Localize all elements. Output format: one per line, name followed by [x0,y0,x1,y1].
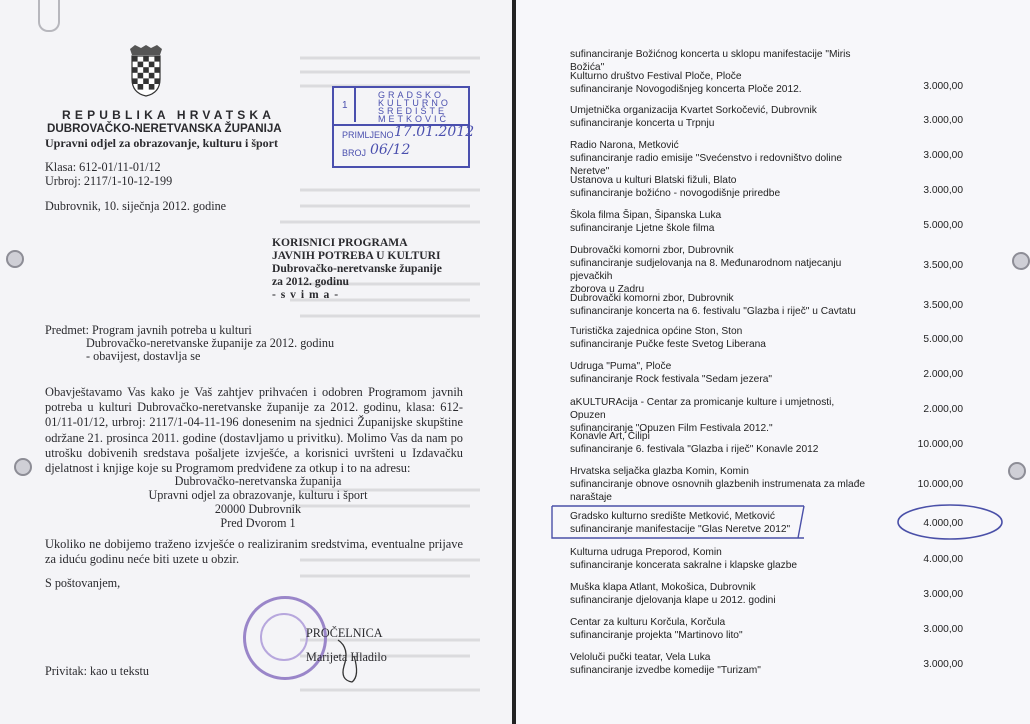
program-entry: Dubrovački komorni zbor, Dubrovnik sufinanciranje sudjelovanja na 8. Međunarodnom natjecanju pjevačkih zborova u Zadru [570,245,842,295]
subject-line: Predmet: Program javnih potreba u kulturi [45,323,252,337]
program-entry: Konavle Art, Čilipi sufinanciranje 6. festivala "Glazba i riječ" Konavle 2012 [570,431,819,455]
program-entry: Radio Narona, Metković sufinanciranje radio emisije "Svećenstvo i redovništvo doline Neretve" [570,140,843,177]
received-number: 06/12 [370,142,411,158]
croatian-coat-of-arms-icon [127,45,165,97]
closing: S poštovanjem, [45,576,121,590]
program-entry: Ustanova u kulturi Blatski fižuli, Blato sufinanciranje božićno - novogodišnje priredbe [570,175,781,199]
recipient-line: - s v i m a - [272,288,340,301]
punch-hole [6,250,24,268]
klasa: Klasa: 612-01/11-01/12 [45,160,161,174]
urbroj: Urbroj: 2117/1-10-12-199 [45,174,173,188]
program-entry: Centar za kulturu Korčula, Korčula sufinanciranje projekta "Martinovo lito" [570,617,743,641]
punch-hole [1012,252,1030,270]
recipient-line: JAVNIH POTREBA U KULTURI [272,249,441,262]
pen-highlight-mark [548,498,1008,548]
entry-amount: 3.000,00 [923,115,963,126]
entry-amount: 10.000,00 [917,439,963,450]
program-entry: Udruga "Puma", Ploče sufinanciranje Rock festivala "Sedam jezera" [570,361,773,385]
entry-amount: 5.000,00 [923,220,963,231]
signature-scribble [330,636,370,686]
subject-line: - obavijest, dostavlja se [86,349,201,363]
program-entry-highlighted: Gradsko kulturno središte Metković, Metković sufinanciranje manifestacije "Glas Neretve 2012" [570,511,791,535]
recipient-line: KORISNICI PROGRAMA [272,236,408,249]
entry-amount: 3.500,00 [923,300,963,311]
punch-hole [14,458,32,476]
department-heading: Upravni odjel za obrazovanje, kulturu i šport [45,136,279,150]
program-entry: sufinanciranje Božićnog koncerta u sklopu manifestacije "Miris Božića" [570,49,851,73]
recipient-line: Dubrovačko-neretvanske županije [272,262,442,275]
address-line: Dubrovačko-neretvanska županija [174,474,342,488]
signatory-name: Marijeta Hladilo [306,650,387,664]
entry-amount: 2.000,00 [923,369,963,380]
address-line: Pred Dvorom 1 [220,516,296,530]
left-page [0,0,514,724]
program-entry: Umjetnička organizacija Kvartet Sorkočević, Dubrovnik sufinanciranje koncerta u Trpnju [570,105,817,129]
received-stamp: 1 GRADSKO KULTURNO SREDIŠTE METKOVIĆ PRIMLJENO 17.01.2012 BROJ 06/12 [332,86,470,168]
entry-amount-highlighted: 4.000,00 [923,518,963,529]
county-heading: DUBROVAČKO-NERETVANSKA ŽUPANIJA [47,122,282,135]
paperclip [38,0,60,32]
program-entry: Kulturna udruga Preporod, Komin sufinanciranje koncerata sakralne i klapske glazbe [570,547,798,571]
entry-amount: 3.000,00 [923,185,963,196]
entry-amount: 3.000,00 [923,624,963,635]
entry-amount: 3.000,00 [923,150,963,161]
subject-line: Dubrovačko-neretvanske županije za 2012. godinu [86,336,335,350]
document-date: Dubrovnik, 10. siječnja 2012. godine [45,199,227,213]
program-entry: Hrvatska seljačka glazba Komin, Komin sufinanciranje obnove osnovnih glazbenih instrumenata za mlađe naraštaje [570,466,866,503]
recipient-line: za 2012. godinu [272,275,349,288]
address-line: 20000 Dubrovnik [214,502,302,516]
entry-amount: 2.000,00 [923,404,963,415]
program-entry: Kulturno društvo Festival Ploče, Ploče sufinanciranje Novogodišnjeg koncerta Ploče 2012. [570,71,802,95]
program-entry: aKULTURAcija - Centar za promicanje kulture i umjetnosti, Opuzen sufinanciranje "Opuzen Film Festivala 2012." [570,397,835,434]
entry-amount: 10.000,00 [917,479,963,490]
program-entry: Škola filma Šipan, Šipanska Luka sufinanciranje Ljetne škole filma [570,210,722,234]
warning-paragraph: Ukoliko ne dobijemo traženo izvješće o realiziranim sredstvima, eventualne prijave za iduću godinu neće biti uzete u obzir. [45,537,463,567]
attachment-note: Privitak: kao u tekstu [45,664,149,678]
entry-amount: 5.000,00 [923,334,963,345]
program-entry: Muška klapa Atlant, Mokošica, Dubrovnik sufinanciranje djelovanja klape u 2012. godini [570,582,776,606]
entry-amount: 3.500,00 [923,260,963,271]
signatory-title: PROČELNICA [306,626,383,640]
country-heading: REPUBLIKA HRVATSKA [62,108,276,122]
entry-amount: 3.000,00 [923,589,963,600]
punch-hole [1008,462,1026,480]
address-line: Upravni odjel za obrazovanje, kulturu i šport [148,488,368,502]
entry-amount: 3.000,00 [923,81,963,92]
received-date: 17.01.2012 [394,124,475,140]
entry-amount: 4.000,00 [923,554,963,565]
program-entry: Veloluči pučki teatar, Vela Luka sufinanciranje izvedbe komedije "Turizam" [570,652,761,676]
program-entry: Turistička zajednica općine Ston, Ston sufinanciranje Pučke feste Svetog Liberana [570,326,766,350]
body-paragraph: Obavještavamo Vas kako je Vaš zahtjev prihvaćen i odobren Programom javnih potreba u kulturi Dubrovačko-neretvanske županije za 2012. godinu, klasa: 612-01/11-01/12, urbroj: 2117/1-04-11-196 donesenim na sjednici Županijske skupštine održane 21. prosinca 2011. godine (dostavljamo u privitku). Molimo Vas da nam po utrošku dobivenih sredstava pošaljete izvješće, a korisnici uvršteni u Izdavačku djelatnost i knjige koje su Programom predviđene za otkup i to na adresu: [45,385,463,476]
entry-amount: 3.000,00 [923,659,963,670]
program-entry: Dubrovački komorni zbor, Dubrovnik sufinanciranje koncerta na 6. festivalu "Glazba i riječ" u Cavtatu [570,293,856,317]
